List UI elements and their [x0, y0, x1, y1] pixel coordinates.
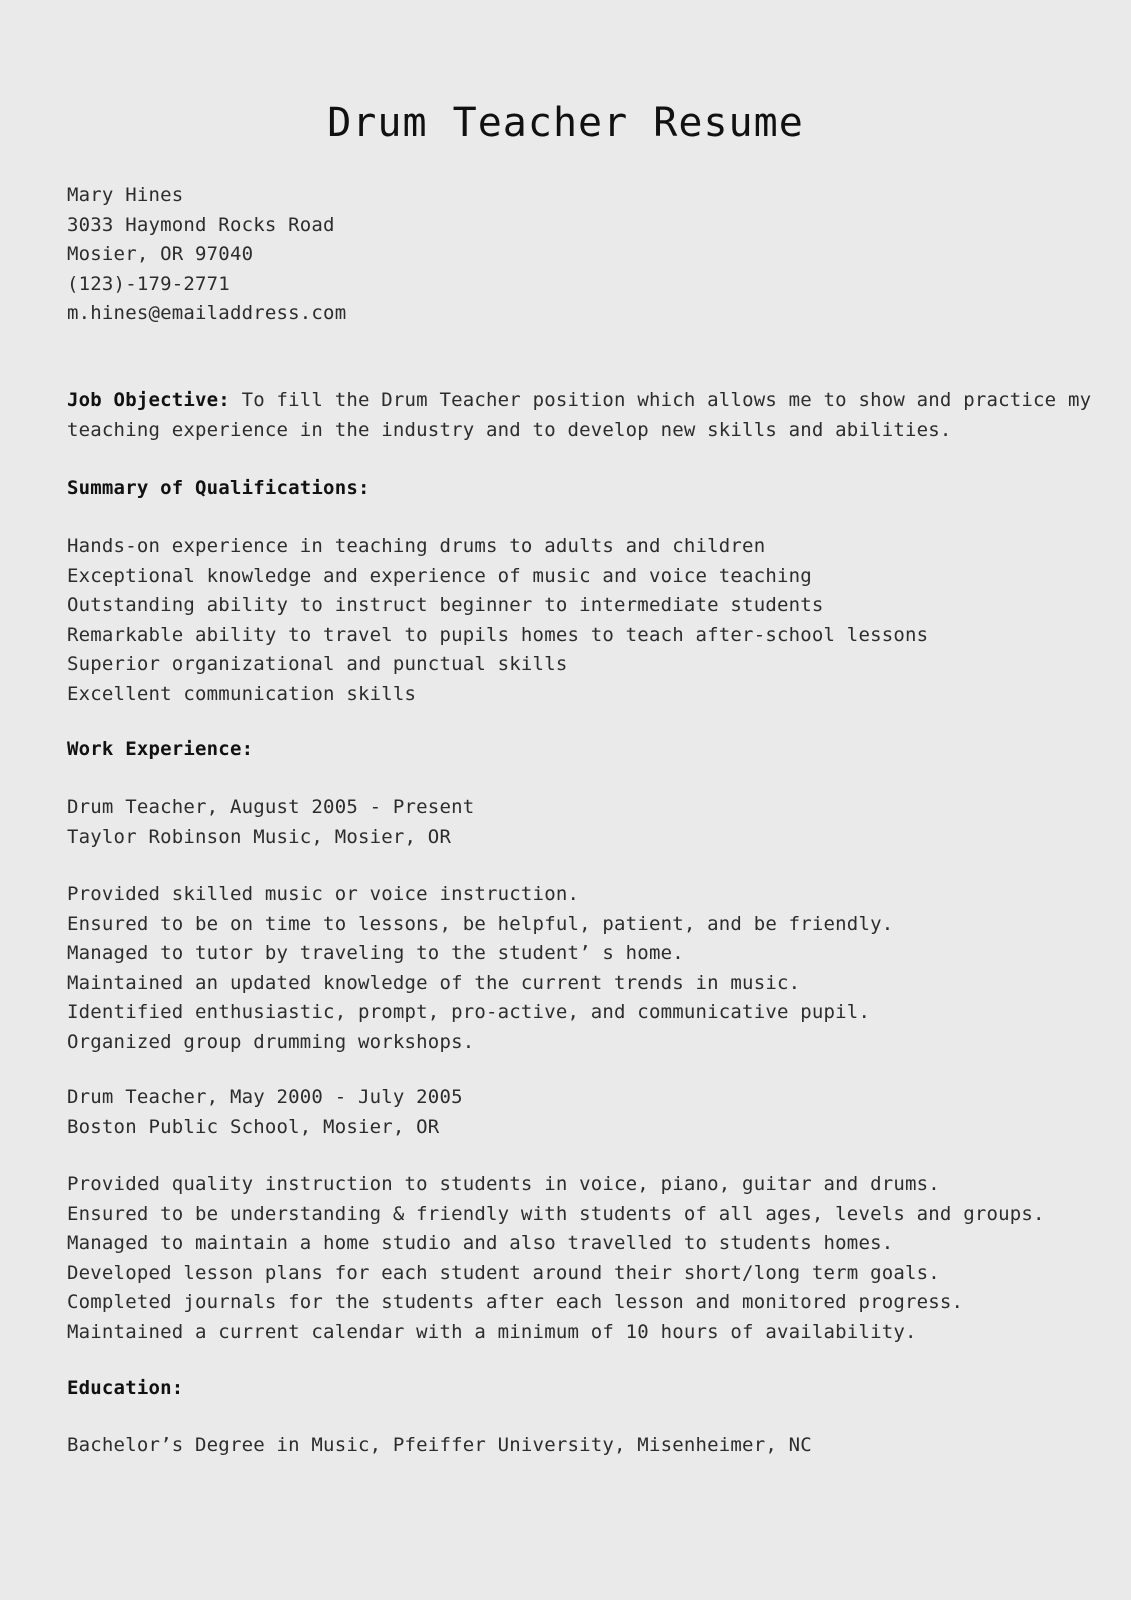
duty-item: Ensured to be on time to lessons, be helpful, patient, and be friendly. [67, 912, 894, 935]
duty-item: Ensured to be understanding & friendly with students of all ages, levels and groups. [67, 1202, 1045, 1225]
duty-item: Provided quality instruction to students in voice, piano, guitar and drums. [67, 1173, 940, 1195]
duty-item: Identified enthusiastic, prompt, pro-active, and communicative pupil. [67, 1001, 871, 1024]
duty-item: Developed lesson plans for each student around their short/long term goals. [67, 1261, 940, 1284]
objective-label: Job Objective: [67, 389, 230, 411]
education-section [67, 1374, 1067, 1404]
work-experience-heading: Work Experience: [67, 738, 254, 760]
contact-email: m.hines@emailaddress.com [67, 302, 347, 325]
qualification-item: Superior organizational and punctual skills [67, 653, 568, 676]
job-title: Drum Teacher, May 2000 - July 2005 [67, 1086, 463, 1108]
page-title: Drum Teacher Resume [327, 100, 804, 146]
duty-item: Managed to tutor by traveling to the student’ s home. [67, 942, 684, 965]
duty-item: Maintained a current calendar with a minimum of 10 hours of availability. [67, 1320, 917, 1343]
objective-text-line2: teaching experience in the industry and to develop new skills and abilities. [67, 418, 952, 441]
job-employer: Taylor Robinson Music, Mosier, OR [67, 825, 452, 848]
job-title: Drum Teacher, August 2005 - Present [67, 796, 475, 818]
contact-name: Mary Hines [67, 184, 184, 206]
duty-item: Maintained an updated knowledge of the current trends in music. [67, 971, 801, 994]
job-entry-1 [67, 793, 1067, 852]
education-degree: Bachelor’s Degree in Music, Pfeiffer University, Misenheimer, NC [67, 1434, 812, 1456]
objective-text-line1: To fill the Drum Teacher position which allows me to show and practice my [229, 389, 1092, 411]
duty-item: Organized group drumming workshops. [67, 1030, 475, 1053]
job-employer: Boston Public School, Mosier, OR [67, 1115, 440, 1138]
job-1-duties [67, 880, 1067, 1058]
contact-address: 3033 Haymond Rocks Road [67, 213, 335, 236]
duty-item: Provided skilled music or voice instruction. [67, 883, 580, 905]
duty-item: Completed journals for the students after each lesson and monitored progress. [67, 1291, 964, 1314]
qualifications-section [67, 474, 1067, 504]
qualifications-list [67, 532, 1067, 710]
contact-city: Mosier, OR 97040 [67, 243, 254, 266]
work-experience-section [67, 735, 1067, 765]
contact-phone: (123)-179-2771 [67, 272, 230, 295]
job-objective [67, 386, 1092, 445]
job-entry-2 [67, 1083, 1067, 1142]
qualification-item: Remarkable ability to travel to pupils homes to teach after-school lessons [67, 623, 929, 646]
qualification-item: Hands-on experience in teaching drums to adults and children [67, 535, 766, 557]
qualification-item: Outstanding ability to instruct beginner to intermediate students [67, 594, 824, 617]
education-heading: Education: [67, 1377, 184, 1399]
duty-item: Managed to maintain a home studio and also travelled to students homes. [67, 1232, 894, 1255]
qualifications-heading: Summary of Qualifications: [67, 477, 370, 499]
qualification-item: Exceptional knowledge and experience of music and voice teaching [67, 564, 812, 587]
job-2-duties [67, 1170, 1067, 1348]
qualification-item: Excellent communication skills [67, 682, 417, 705]
education-entry [67, 1431, 1067, 1461]
contact-block [67, 181, 1067, 329]
